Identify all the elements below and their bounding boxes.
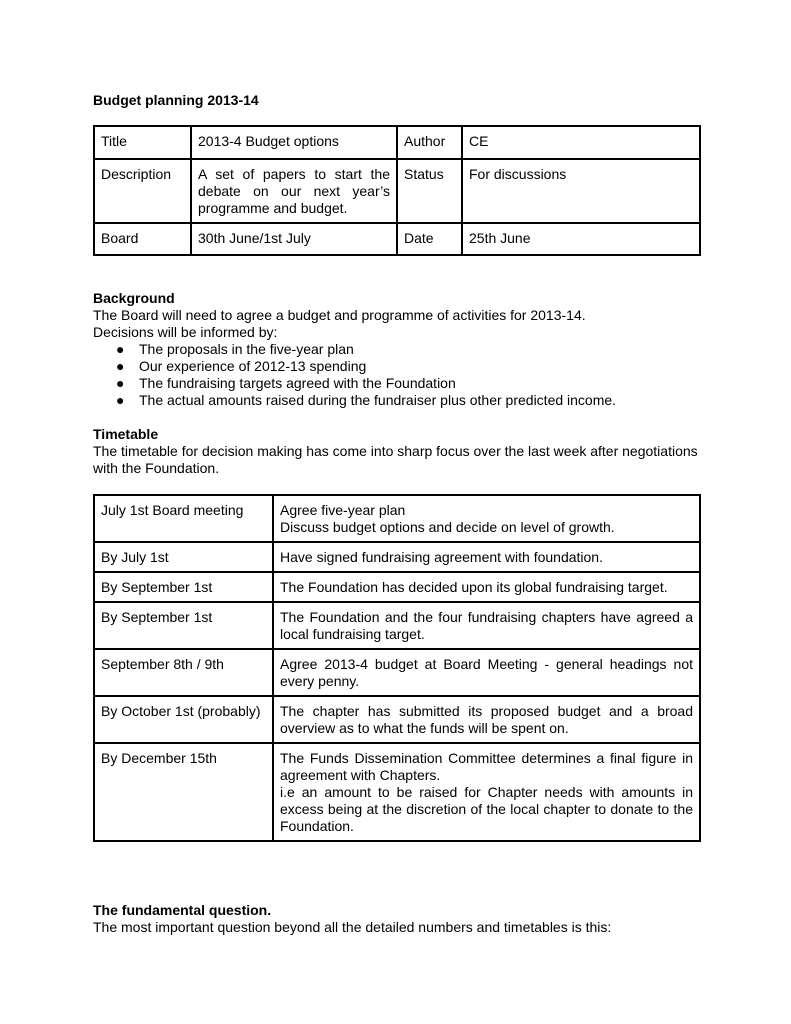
meta-row-board bbox=[94, 223, 700, 255]
timetable-when: July 1st Board meeting bbox=[94, 495, 273, 542]
meta-row-description bbox=[94, 159, 700, 223]
timetable-what bbox=[273, 743, 700, 841]
timetable-what bbox=[273, 649, 700, 696]
fundamental-text: The most important question beyond all the detailed numbers and timetables is this: bbox=[93, 919, 612, 935]
background-section bbox=[93, 290, 699, 409]
timetable-when: By September 1st bbox=[94, 602, 273, 649]
timetable-what-line: Agree 2013-4 budget at Board Meeting - general headings not every penny. bbox=[280, 656, 693, 689]
table-row bbox=[94, 696, 700, 743]
timetable-what bbox=[273, 602, 700, 649]
document-title: Budget planning 2013-14 bbox=[93, 92, 259, 108]
timetable-what-line: Discuss budget options and decide on level of growth. bbox=[280, 519, 615, 535]
timetable-what-line: Agree five-year plan bbox=[280, 502, 406, 518]
meta-description-label: Description bbox=[94, 159, 191, 223]
timetable-what-line: The Funds Dissemination Committee determines a final figure in agreement with Chapters. bbox=[280, 750, 693, 783]
meta-status-label: Status bbox=[397, 159, 462, 223]
background-bullet-list bbox=[93, 341, 699, 409]
meta-status-value: For discussions bbox=[462, 159, 700, 223]
timetable-what-line: The Foundation has decided upon its global fundraising target. bbox=[280, 579, 668, 595]
timetable-what bbox=[273, 542, 700, 572]
bullet-icon: ● bbox=[116, 341, 125, 357]
meta-title-value: 2013-4 Budget options bbox=[191, 126, 397, 159]
bullet-text: The actual amounts raised during the fundraiser plus other predicted income. bbox=[139, 392, 617, 408]
timetable-intro: The timetable for decision making has come into sharp focus over the last week after negotiations with the Foundation. bbox=[93, 443, 698, 476]
timetable-table bbox=[93, 494, 701, 842]
timetable-what-line: The chapter has submitted its proposed budget and a broad overview as to what the funds will be spent on. bbox=[280, 703, 693, 736]
meta-title-label: Title bbox=[94, 126, 191, 159]
table-row bbox=[94, 542, 700, 572]
timetable-what bbox=[273, 696, 700, 743]
table-row bbox=[94, 495, 700, 542]
bullet-icon: ● bbox=[116, 375, 125, 391]
timetable-what bbox=[273, 572, 700, 602]
timetable-when: By July 1st bbox=[94, 542, 273, 572]
list-item bbox=[93, 341, 699, 358]
fundamental-heading: The fundamental question. bbox=[93, 902, 272, 918]
timetable-what-line: The Foundation and the four fundraising chapters have agreed a local fundraising target. bbox=[280, 609, 693, 642]
timetable-what-line: i.e an amount to be raised for Chapter needs with amounts in excess being at the discretion of the local chapter to donate to the Foundation. bbox=[280, 784, 693, 834]
bullet-icon: ● bbox=[116, 392, 125, 408]
timetable-when: By September 1st bbox=[94, 572, 273, 602]
timetable-section bbox=[93, 426, 699, 477]
timetable-when: September 8th / 9th bbox=[94, 649, 273, 696]
bullet-icon: ● bbox=[116, 358, 125, 374]
list-item bbox=[93, 375, 699, 392]
document-page bbox=[93, 92, 699, 936]
meta-row-title bbox=[94, 126, 700, 159]
timetable-what bbox=[273, 495, 700, 542]
table-row bbox=[94, 602, 700, 649]
table-row bbox=[94, 572, 700, 602]
table-row bbox=[94, 649, 700, 696]
meta-date-label: Date bbox=[397, 223, 462, 255]
list-item bbox=[93, 358, 699, 375]
list-item bbox=[93, 392, 699, 409]
meta-description-value: A set of papers to start the debate on our next year’s programme and budget. bbox=[191, 159, 397, 223]
fundamental-section bbox=[93, 902, 699, 936]
meta-author-value: CE bbox=[462, 126, 700, 159]
timetable-heading: Timetable bbox=[93, 426, 159, 442]
background-intro-line-1: The Board will need to agree a budget and programme of activities for 2013-14. bbox=[93, 307, 586, 323]
timetable-when: By October 1st (probably) bbox=[94, 696, 273, 743]
timetable-what-line: Have signed fundraising agreement with foundation. bbox=[280, 549, 603, 565]
bullet-text: Our experience of 2012-13 spending bbox=[139, 358, 367, 374]
background-heading: Background bbox=[93, 290, 175, 306]
meta-board-label: Board bbox=[94, 223, 191, 255]
background-intro-line-2: Decisions will be informed by: bbox=[93, 324, 278, 340]
bullet-text: The fundraising targets agreed with the Foundation bbox=[139, 375, 456, 391]
timetable-when: By December 15th bbox=[94, 743, 273, 841]
meta-board-value: 30th June/1st July bbox=[191, 223, 397, 255]
document-meta-table bbox=[93, 125, 701, 256]
meta-date-value: 25th June bbox=[462, 223, 700, 255]
bullet-text: The proposals in the five-year plan bbox=[139, 341, 354, 357]
table-row bbox=[94, 743, 700, 841]
meta-author-label: Author bbox=[397, 126, 462, 159]
